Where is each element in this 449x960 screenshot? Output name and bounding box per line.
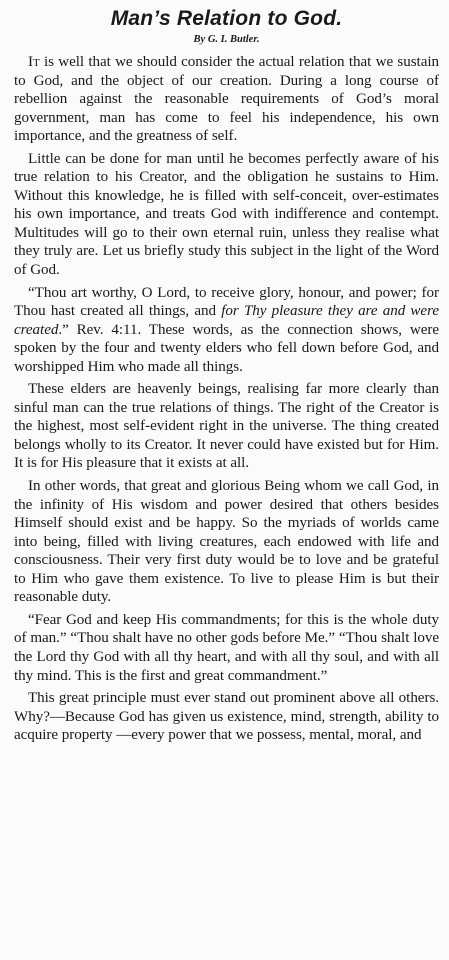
- paragraph-3-before: “Thou art worthy, O Lord, to receive glory, honour, and power; for Thou hast created all things, and: [14, 284, 439, 320]
- paragraph-7: This great principle must ever stand out prominent above all others. Why?—Because God has given us existence, mind, strength, ability to acquire property —every power that we possess, mental, moral, and: [14, 690, 439, 744]
- paragraph-5: In other words, that great and glorious Being whom we call God, in the infinity of His wisdom and power desired that others besides Himself should exist and be happy. So the myriads of worlds came into being, filled with living creatures, each endowed with life and consciousness. Their very first duty would be to love and be grateful to Him who gave them existence. To live to please Him is but their reasonable duty.: [14, 478, 439, 606]
- article-title: Man’s Relation to God.: [110, 7, 343, 30]
- paragraph-3-italic: for Thy pleasure they are and were created: [14, 303, 439, 338]
- article-body: [14, 53, 439, 745]
- paragraph-2: Little can be done for man until he becomes perfectly aware of his true relation to his Creator, and the obligation he sustains to Him. Without this knowledge, he is filled with self-conceit, over-estimates his own importance, and treats God with indifference and contempt. Multitudes will go to their own eternal ruin, unless they realise what they truly are. Let us briefly study this subject in the light of the Word of God.: [14, 150, 439, 279]
- paragraph-6: “Fear God and keep His commandments; for this is the whole duty of man.” “Thou shalt have no other gods before Me.” “Thou shalt love the Lord thy God with all thy heart, and with all thy soul, and with all thy mind. This is the first and great commandment.”: [14, 611, 439, 684]
- paragraph-1-text: is well that we should consider the actual relation that we sustain to God, and the object of our creation. During a long course of rebellion against the reasonable requirements of God’s moral government, man has come to feel his independence, his own importance, and the greatness of self.: [14, 54, 439, 145]
- paragraph-3-after: .” Rev. 4:11. These words, as the connection shows, were spoken by the four and twenty elders who fell down before God, and worshipped Him who made all things.: [14, 321, 439, 375]
- lead-word: It: [28, 54, 40, 70]
- paragraph-1: [14, 53, 439, 146]
- paragraph-3: [14, 284, 439, 377]
- paragraph-4: These elders are heavenly beings, realising far more clearly than sinful man can the true relations of things. The right of the Creator is the highest, most self-evident right in the universe. The thing created belongs wholly to its Creator. It never could have existed but for Him. It is for His pleasure that it exists at all.: [14, 381, 439, 472]
- article-byline: By G. I. Butler.: [193, 34, 260, 45]
